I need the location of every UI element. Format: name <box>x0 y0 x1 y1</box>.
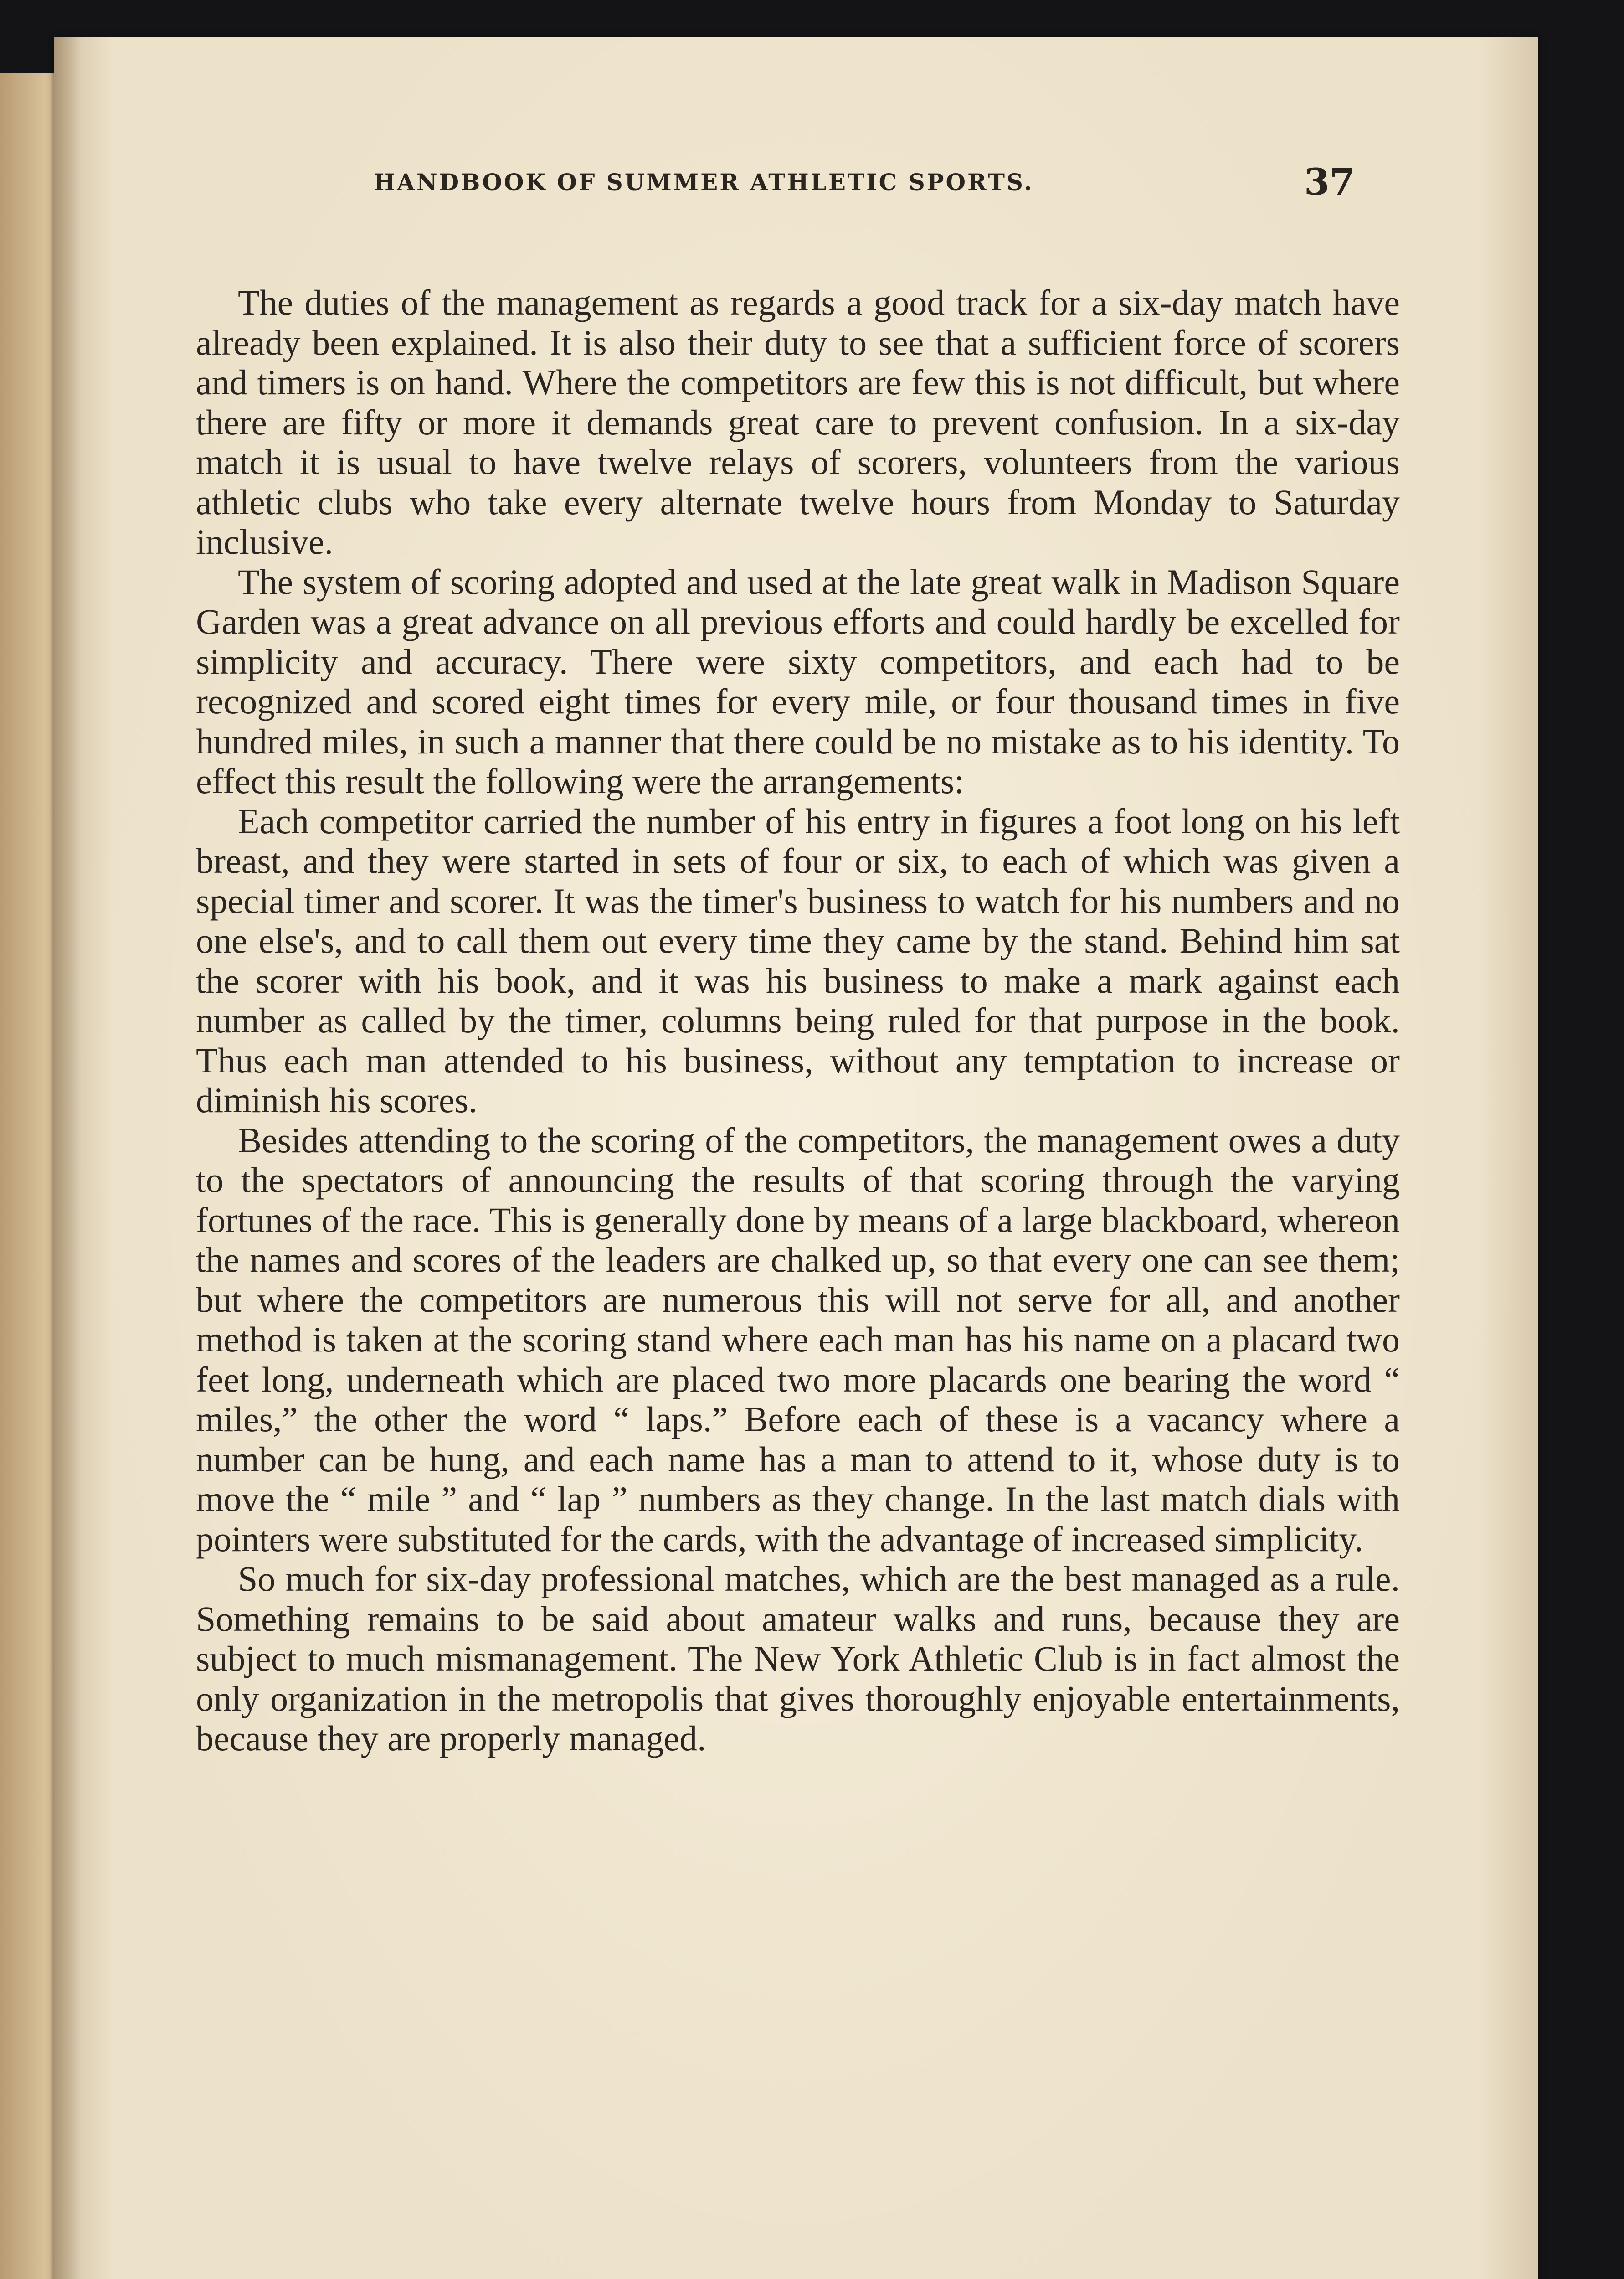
paragraph-competitor-numbers: Each competitor carried the number of his entry in figures a foot long on his left breast, and they were started in sets of four or six, to each of which was given a special timer and scorer. It was the timer's business to watch for his numbers and no one else's, and to call them out every time they came by the stand. Behind him sat the scorer with his book, and it was his business to make a mark against each number as called by the timer, columns being ruled for that purpose in the book. Thus each man attended to his business, without any temptation to increase or diminish his scores. <box>196 801 1400 1120</box>
running-head: HANDBOOK OF SUMMER ATHLETIC SPORTS. <box>374 169 1034 196</box>
gutter-shadow <box>54 37 81 2279</box>
paragraph-scoring-system: The system of scoring adopted and used at the late great walk in Madison Square Garden was a great advance on all previous efforts and could hardly be excelled for simplicity and accuracy. There were sixty competitors, and each had to be recognized and scored eight times for every mile, or four thousand times in five hundred miles, in such a manner that there could be no mistake as to his identity. To effect this result the following were the arrangements: <box>196 562 1400 801</box>
paragraph-management-duties: The duties of the management as regards a good track for a six-day match have already been explained. It is also their duty to see that a sufficient force of scorers and timers is on hand. Where the competitors are few this is not difficult, but where there are fifty or more it demands great care to prevent confusion. In a six-day match it is usual to have twelve relays of scorers, volunteers from the various athletic clubs who take every alternate twelve hours from Monday to Saturday inclusive. <box>196 283 1400 562</box>
paragraph-announcing-results: Besides attending to the scoring of the competitors, the management owes a duty to the spectators of announcing the results of that scoring through the varying fortunes of the race. This is generally done by means of a large blackboard, whereon the names and scores of the leaders are chalked up, so that every one can see them; but where the competitors are numerous this will not serve for all, and another method is taken at the scoring stand where each man has his name on a placard two feet long, underneath which are placed two more placards one bearing the word “ miles,” the other the word “ laps.” Before each of these is a vacancy where a number can be hung, and each name has a man to attend to it, whose duty is to move the “ mile ” and “ lap ” numbers as they change. In the last match dials with pointers were substituted for the cards, with the advantage of increased simplicity. <box>196 1120 1400 1559</box>
paragraph-amateur-walks: So much for six-day professional matches, which are the best managed as a rule. Something remains to be said about amateur walks and runs, because they are subject to much mismanagement. The New York Athletic Club is in fact almost the only organization in the metropolis that gives thoroughly enjoyable entertainments, because they are properly managed. <box>196 1559 1400 1758</box>
body-text <box>196 283 1400 1758</box>
page-number: 37 <box>1304 160 1355 203</box>
